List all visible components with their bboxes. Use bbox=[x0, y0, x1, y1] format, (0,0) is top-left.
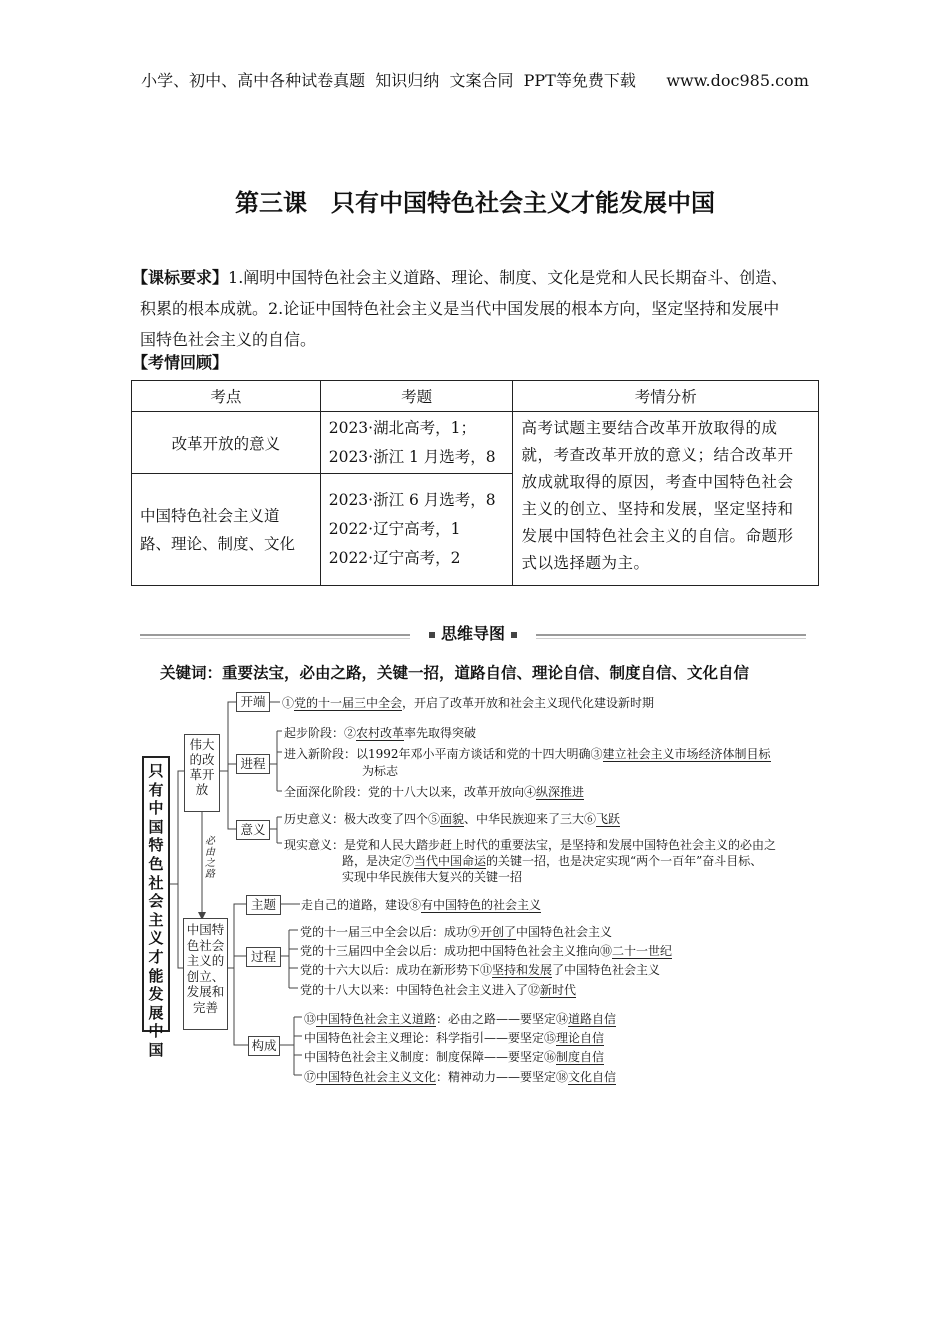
compose-road bbox=[304, 1010, 616, 1027]
course-step-2 bbox=[300, 942, 672, 959]
question-ref: 2023·浙江 6 月选考，8 bbox=[328, 491, 496, 509]
table-cell: 改革开放的意义 bbox=[132, 412, 321, 474]
branch-compose: 构成 bbox=[248, 1036, 280, 1056]
page-header: 小学、初中、高中各种试卷真题 知识归纳 文案合同 PPT等免费下载 www.doc985.com bbox=[141, 71, 809, 90]
header-cell: 考点 bbox=[132, 381, 321, 412]
text: ⑬ bbox=[304, 1012, 317, 1026]
text: 党的十六大以后：成功在新形势下⑪ bbox=[300, 963, 493, 977]
course-step-1 bbox=[300, 923, 612, 940]
node-reform bbox=[184, 734, 220, 812]
answer: 中国特色社会主义文化 bbox=[316, 1070, 437, 1084]
theme-text bbox=[301, 896, 541, 913]
analysis-line: 式以选择题为主。 bbox=[521, 554, 650, 572]
answer: 党的十一届三中全会 bbox=[294, 696, 403, 710]
exam-review-heading: 【考情回顾】 bbox=[132, 353, 229, 372]
analysis-line: 就，考查改革开放的意义；结合改革开 bbox=[521, 446, 794, 464]
answer: 纵深推进 bbox=[536, 785, 585, 799]
analysis-line: 发展中国特色社会主义的自信。命题形 bbox=[521, 527, 794, 545]
answer: 坚持和发展 bbox=[492, 963, 553, 977]
requirements-line-1: 1.阐明中国特色社会主义道路、理论、制度、文化是党和人民长期奋斗、创造、 bbox=[228, 268, 788, 287]
answer: 道路自信 bbox=[568, 1012, 617, 1026]
text: ⑰ bbox=[304, 1070, 317, 1084]
header-cell: 考题 bbox=[320, 381, 513, 412]
answer: 有中国特色的社会主义 bbox=[421, 898, 542, 912]
process-step-2 bbox=[284, 745, 771, 762]
text: 中国特色社会主义理论：科学指引——要坚定⑮ bbox=[304, 1031, 557, 1045]
question-ref: 2023·浙江 1 月选考，8 bbox=[328, 447, 496, 466]
branch-start: 开端 bbox=[236, 692, 270, 712]
answer: 二十一世纪 bbox=[612, 944, 673, 958]
text: 走自己的道路，建设⑧ bbox=[301, 898, 422, 912]
question-ref: 2022·辽宁高考，2 bbox=[328, 549, 461, 567]
compose-theory bbox=[304, 1029, 604, 1046]
text: 中国特色社会主义制度：制度保障——要坚定⑯ bbox=[304, 1050, 557, 1064]
answer: 制度自信 bbox=[556, 1050, 605, 1064]
connector-label-text: 必由之路 bbox=[205, 836, 215, 880]
text: 起步阶段：② bbox=[284, 726, 357, 740]
answer: 理论自信 bbox=[556, 1031, 605, 1045]
page-title: 第三课 只有中国特色社会主义才能发展中国 bbox=[235, 189, 715, 217]
meaning-history bbox=[284, 810, 620, 827]
text: 党的十三届四中全会以后：成功把中国特色社会主义推向⑩ bbox=[300, 944, 613, 958]
text: 的关键一招，也是决定实现“两个一百年”奋斗目标、 bbox=[486, 854, 763, 868]
node-reform-label: 伟大的改革开放 bbox=[189, 737, 215, 797]
start-text bbox=[282, 694, 654, 711]
root-label: 只有中国特色社会主义才能发展中国 bbox=[148, 762, 164, 1059]
text: ，开启了改革开放和社会主义现代化建设新时期 bbox=[402, 696, 655, 710]
answer: 文化自信 bbox=[568, 1070, 617, 1084]
connector-label bbox=[205, 836, 216, 880]
header-cell: 考情分析 bbox=[513, 381, 819, 412]
process-step-2b: 为标志 bbox=[362, 764, 399, 778]
text: 、中华民族迎来了三大⑥ bbox=[464, 812, 597, 826]
course-step-3 bbox=[300, 961, 660, 978]
answer: 建立社会主义市场经济体制目标 bbox=[602, 747, 771, 761]
meaning-reality-3: 实现中华民族伟大复兴的关键一招 bbox=[342, 870, 523, 884]
answer: 新时代 bbox=[540, 983, 577, 997]
branch-process2: 过程 bbox=[246, 947, 281, 967]
text: 路，是决定⑦ bbox=[342, 854, 415, 868]
answer: 当代中国命运 bbox=[414, 854, 487, 868]
analysis-line: 主义的创立、坚持和发展，坚定坚持和 bbox=[521, 500, 794, 518]
text: ① bbox=[282, 696, 295, 710]
compose-culture bbox=[304, 1068, 616, 1085]
node-socialism-label: 中国特色社会主义的创立、发展和完善 bbox=[186, 922, 225, 1015]
meaning-reality-2 bbox=[342, 852, 762, 869]
text: 党的十八大以来：中国特色社会主义进入了⑫ bbox=[300, 983, 541, 997]
requirements-tag: 【课标要求】 bbox=[132, 268, 229, 287]
requirements-line-2: 积累的根本成就。2.论证中国特色社会主义是当代中国发展的根本方向，坚定坚持和发展中 bbox=[140, 299, 780, 318]
mindmap-root bbox=[142, 756, 170, 1059]
text: 中国特色社会主义 bbox=[516, 925, 613, 939]
answer: 飞跃 bbox=[596, 812, 621, 826]
branch-meaning: 意义 bbox=[236, 820, 270, 840]
process-step-3 bbox=[284, 783, 584, 800]
answer: 面貌 bbox=[440, 812, 465, 826]
point-line: 中国特色社会主义道 bbox=[140, 506, 280, 525]
meaning-reality-1: 现实意义：是党和人民大踏步赶上时代的重要法宝，是坚持和发展中国特色社会主义的必由之 bbox=[284, 838, 777, 852]
course-step-4 bbox=[300, 981, 576, 998]
analysis-line: 放成就取得的原因，考查中国特色社会 bbox=[521, 473, 794, 491]
branch-theme: 主题 bbox=[246, 895, 281, 915]
analysis-line: 高考试题主要结合改革开放取得的成 bbox=[521, 419, 778, 437]
text: 全面深化阶段：党的十八大以来，改革开放向④ bbox=[284, 785, 537, 799]
mindmap-title-text: 思维导图 bbox=[440, 624, 505, 643]
answer: 中国特色社会主义道路 bbox=[316, 1012, 437, 1026]
text: 进入新阶段：以1992年邓小平南方谈话和党的十四大明确③ bbox=[284, 747, 603, 761]
node-socialism bbox=[183, 918, 228, 1030]
compose-system bbox=[304, 1048, 604, 1065]
text: ：精神动力——要坚定⑱ bbox=[436, 1070, 569, 1084]
text: 党的十一届三中全会以后：成功⑨ bbox=[300, 925, 481, 939]
mindmap-keywords: 关键词：重要法宝，必由之路，关键一招，道路自信、理论自信、制度自信、文化自信 bbox=[160, 664, 750, 682]
text: ：必由之路——要坚定⑭ bbox=[436, 1012, 569, 1026]
text: 率先取得突破 bbox=[404, 726, 477, 740]
point-line: 路、理论、制度、文化 bbox=[140, 534, 296, 553]
text: 历史意义：极大改变了四个⑤ bbox=[284, 812, 441, 826]
question-ref: 2023·湖北高考，1； bbox=[328, 418, 476, 437]
answer: 开创了 bbox=[480, 925, 517, 939]
text: 了中国特色社会主义 bbox=[552, 963, 661, 977]
process-step-1 bbox=[284, 724, 476, 741]
requirements-line-3: 国特色社会主义的自信。 bbox=[140, 330, 317, 349]
branch-process: 进程 bbox=[236, 754, 270, 774]
question-ref: 2022·辽宁高考，1 bbox=[328, 520, 461, 538]
answer: 农村改革 bbox=[356, 726, 405, 740]
